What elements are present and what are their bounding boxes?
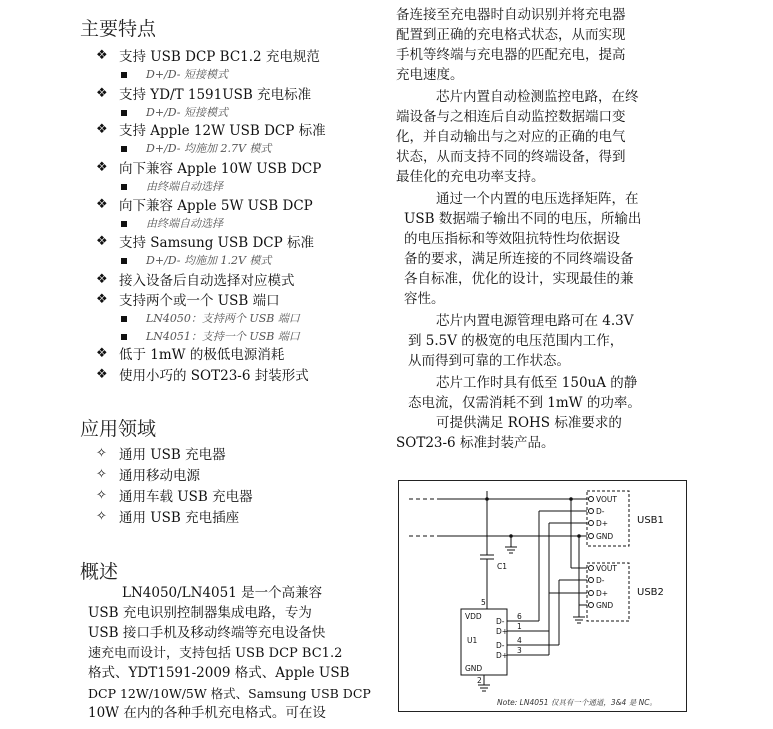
overview-line: 手机等终端与充电器的匹配充电，提高 xyxy=(396,47,626,63)
feature-sub: D+/D- 短接模式 xyxy=(146,68,228,81)
overview-heading: 概述 xyxy=(80,561,119,583)
circuit-svg xyxy=(399,481,686,711)
overview-line: 芯片工作时具有低至 150uA 的静 xyxy=(436,375,638,391)
diamond-bullet-icon: ❖ xyxy=(96,122,108,137)
vdd-pin-number: 5 xyxy=(481,598,486,607)
gnd-pin-number: 2 xyxy=(477,676,482,685)
usb1-pin-dplus: D+ xyxy=(596,519,609,528)
feature-item: 支持 YD/T 1591USB 充电标准 xyxy=(119,87,312,103)
overview-line: 10W 在内的各种手机充电格式。可在设 xyxy=(88,705,326,721)
diamond-bullet-icon: ❖ xyxy=(96,234,108,249)
diamond-bullet-icon: ❖ xyxy=(96,197,108,212)
usb1-pin-gnd: GND xyxy=(596,532,614,541)
usb2-pin-vout: VOUT xyxy=(596,564,617,573)
chip-label: U1 xyxy=(467,636,478,645)
usb2-pin-gnd: GND xyxy=(596,601,614,610)
overview-line: SOT23-6 标准封装产品。 xyxy=(396,435,555,451)
chip-vdd-label: VDD xyxy=(465,612,482,621)
usb2-label: USB2 xyxy=(637,587,664,598)
application-item: 通用移动电源 xyxy=(119,468,200,484)
feature-item: 支持 Apple 12W USB DCP 标准 xyxy=(119,123,326,139)
overview-line: 可提供满足 ROHS 标准要求的 xyxy=(436,415,622,431)
overview-line: 芯片内置自动检测监控电路，在终 xyxy=(436,89,639,105)
diamond-outline-bullet-icon: ✧ xyxy=(96,509,107,524)
diamond-bullet-icon: ❖ xyxy=(96,367,108,382)
overview-line: USB 充电识别控制器集成电路，专为 xyxy=(88,605,312,621)
overview-line: 状态，从而支持不同的终端设备，得到 xyxy=(396,149,626,165)
square-bullet-icon xyxy=(121,146,127,152)
chip-pin-name: D+ xyxy=(496,627,509,636)
feature-sub: LN4050：支持两个 USB 端口 xyxy=(146,312,300,325)
feature-item: 接入设备后自动选择对应模式 xyxy=(119,273,295,289)
feature-sub: D+/D- 均施加 2.7V 模式 xyxy=(146,142,272,155)
overview-line: 的电压指标和等效阻抗特性均依据设 xyxy=(404,231,620,247)
overview-line: DCP 12W/10W/5W 格式、Samsung USB DCP xyxy=(88,686,371,701)
diamond-outline-bullet-icon: ✧ xyxy=(96,467,107,482)
square-bullet-icon xyxy=(121,221,127,227)
overview-line: 配置到正确的充电格式状态，从而实现 xyxy=(396,27,626,43)
feature-item: 低于 1mW 的极低电源消耗 xyxy=(119,347,285,363)
applications-heading: 应用领域 xyxy=(80,418,157,440)
diamond-bullet-icon: ❖ xyxy=(96,86,108,101)
overview-line: 各自标准，优化的设计，实现最佳的兼 xyxy=(404,271,634,287)
chip-pin-number: 3 xyxy=(517,646,522,655)
feature-sub: LN4051：支持一个 USB 端口 xyxy=(146,330,300,343)
application-item: 通用车载 USB 充电器 xyxy=(119,489,253,505)
overview-line: 最佳化的充电功率支持。 xyxy=(396,169,545,185)
square-bullet-icon xyxy=(121,110,127,116)
chip-gnd-label: GND xyxy=(465,664,483,673)
diamond-bullet-icon: ❖ xyxy=(96,346,108,361)
overview-line: 到 5.5V 的极宽的电压范围内工作， xyxy=(408,333,624,349)
overview-line: 芯片内置电源管理电路可在 4.3V xyxy=(436,313,634,329)
usb2-pin-dplus: D+ xyxy=(596,589,609,598)
diamond-bullet-icon: ❖ xyxy=(96,272,108,287)
feature-sub: D+/D- 短接模式 xyxy=(146,106,228,119)
chip-pin-name: D+ xyxy=(496,651,509,660)
overview-line: LN4050/LN4051 是一个高兼容 xyxy=(122,585,323,601)
overview-line: 格式、YDT1591-2009 格式、Apple USB xyxy=(88,665,350,681)
overview-line: USB 数据端子输出不同的电压，所输出 xyxy=(404,211,642,227)
feature-item: 支持 Samsung USB DCP 标准 xyxy=(119,235,315,251)
overview-line: 速充电而设计，支持包括 USB DCP BC1.2 xyxy=(88,646,343,661)
feature-item: 支持 USB DCP BC1.2 充电规范 xyxy=(119,49,320,65)
overview-line: 化，并自动输出与之对应的正确的电气 xyxy=(396,129,626,145)
overview-line: 从而得到可靠的工作状态。 xyxy=(408,353,570,369)
overview-line: 端设备与之相连后自动监控数据端口变 xyxy=(396,109,626,125)
overview-line: 态电流，仅需消耗不到 1mW 的功率。 xyxy=(408,395,641,411)
diamond-bullet-icon: ❖ xyxy=(96,292,108,307)
overview-line: 备的要求，满足所连接的不同终端设备 xyxy=(404,251,634,267)
overview-line: 备连接至充电器时自动识别并将充电器 xyxy=(396,7,626,23)
diamond-bullet-icon: ❖ xyxy=(96,160,108,175)
feature-sub: 由终端自动选择 xyxy=(146,180,223,193)
application-item: 通用 USB 充电器 xyxy=(119,447,226,463)
chip-pin-name: D- xyxy=(496,617,505,626)
square-bullet-icon xyxy=(121,258,127,264)
feature-sub: 由终端自动选择 xyxy=(146,217,223,230)
chip-pin-number: 1 xyxy=(517,622,522,631)
feature-sub: D+/D- 均施加 1.2V 模式 xyxy=(146,254,272,267)
usb2-pin-dminus: D- xyxy=(596,576,605,585)
usb1-pin-dminus: D- xyxy=(596,507,605,516)
overview-line: 容性。 xyxy=(404,291,445,307)
overview-line: 充电速度。 xyxy=(396,67,464,83)
feature-item: 使用小巧的 SOT23-6 封装形式 xyxy=(119,368,309,384)
square-bullet-icon xyxy=(121,316,127,322)
chip-pin-name: D- xyxy=(496,641,505,650)
circuit-note: Note: LN4051 仅具有一个通道，3&4 是 NC。 xyxy=(497,698,657,707)
feature-item: 支持两个或一个 USB 端口 xyxy=(119,293,280,309)
square-bullet-icon xyxy=(121,184,127,190)
features-heading: 主要特点 xyxy=(80,18,157,40)
square-bullet-icon xyxy=(121,334,127,340)
application-circuit-diagram xyxy=(398,480,687,712)
application-item: 通用 USB 充电插座 xyxy=(119,510,240,526)
chip-pin-number: 4 xyxy=(517,636,522,645)
chip-pin-number: 6 xyxy=(517,612,522,621)
feature-item: 向下兼容 Apple 10W USB DCP xyxy=(119,161,322,177)
capacitor-label: C1 xyxy=(497,562,508,571)
square-bullet-icon xyxy=(121,72,127,78)
diamond-bullet-icon: ❖ xyxy=(96,48,108,63)
usb1-pin-vout: VOUT xyxy=(596,495,617,504)
diamond-outline-bullet-icon: ✧ xyxy=(96,488,107,503)
overview-line: 通过一个内置的电压选择矩阵，在 xyxy=(436,191,639,207)
overview-line: USB 接口手机及移动终端等充电设备快 xyxy=(88,625,326,641)
diamond-outline-bullet-icon: ✧ xyxy=(96,446,107,461)
feature-item: 向下兼容 Apple 5W USB DCP xyxy=(119,198,313,214)
usb1-label: USB1 xyxy=(637,515,664,526)
